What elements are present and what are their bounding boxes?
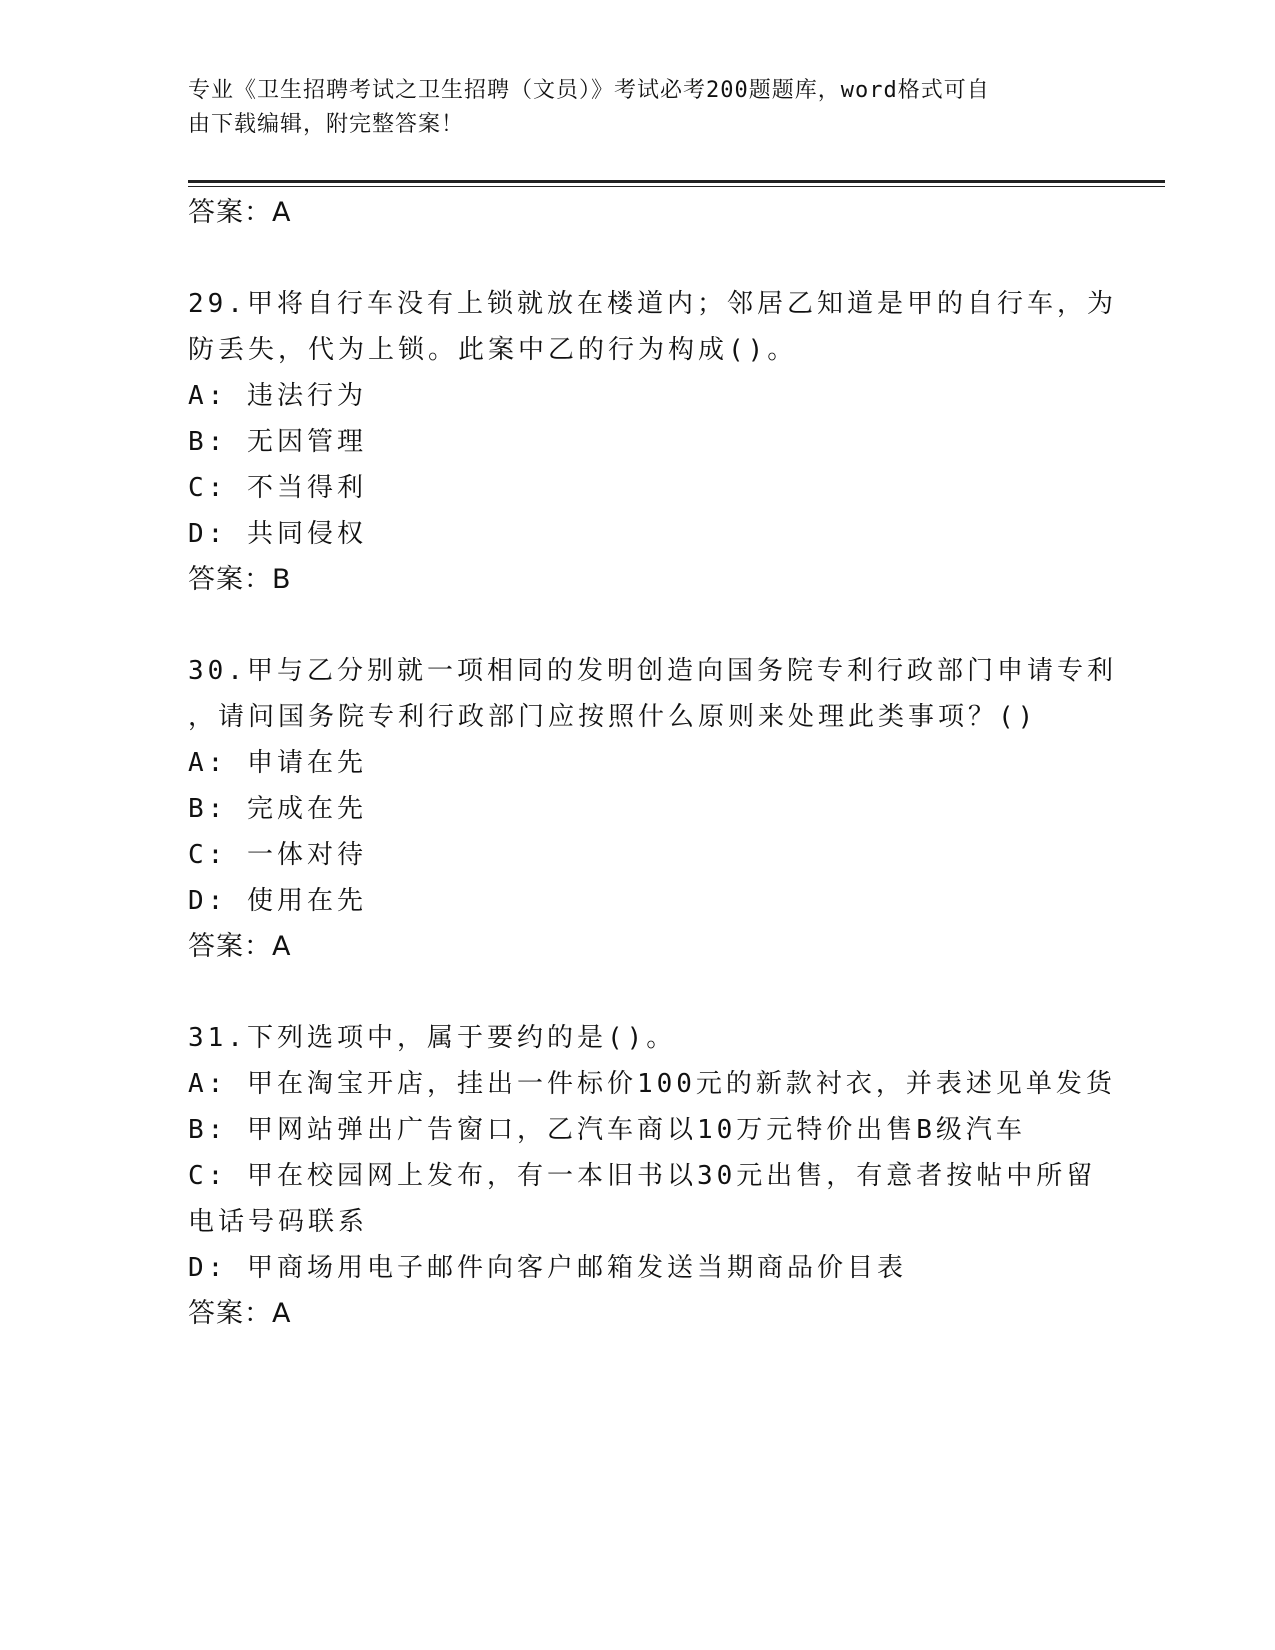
question-30-option-b: B: 完成在先 <box>188 794 367 824</box>
header-line-1: 专业《卫生招聘考试之卫生招聘（文员）》考试必考200题题库，word格式可自 <box>188 78 990 103</box>
question-31-option-b: B: 甲网站弹出广告窗口，乙汽车商以10万元特价出售B级汽车 <box>188 1115 1026 1145</box>
question-29-option-b: B: 无因管理 <box>188 427 367 457</box>
question-30-text-line-1: 30.甲与乙分别就一项相同的发明创造向国务院专利行政部门申请专利 <box>188 656 1117 686</box>
question-31-answer: 答案：A <box>188 1298 292 1329</box>
question-31-text-line-1: 31.下列选项中，属于要约的是()。 <box>188 1023 677 1053</box>
question-30-answer: 答案：A <box>188 931 292 962</box>
question-29-option-d: D: 共同侵权 <box>188 519 367 549</box>
header-divider-thick <box>188 180 1165 183</box>
question-31-option-a: A: 甲在淘宝开店，挂出一件标价100元的新款衬衣，并表述见单发货 <box>188 1069 1116 1099</box>
question-30-text-line-2: ，请问国务院专利行政部门应按照什么原则来处理此类事项？() <box>188 702 1038 732</box>
question-31-option-c-continued: 电话号码联系 <box>188 1207 369 1237</box>
question-30-option-a: A: 申请在先 <box>188 748 367 778</box>
header-divider-thin <box>188 186 1165 187</box>
question-29-option-a: A: 违法行为 <box>188 381 367 411</box>
spacer <box>188 970 1088 1015</box>
question-list <box>188 190 1117 1337</box>
question-29-text-line-1: 29.甲将自行车没有上锁就放在楼道内；邻居乙知道是甲的自行车，为 <box>188 289 1117 319</box>
question-31-option-d: D: 甲商场用电子邮件向客户邮箱发送当期商品价目表 <box>188 1253 907 1283</box>
spacer <box>188 236 1088 281</box>
question-30-option-c: C: 一体对待 <box>188 840 367 870</box>
question-31 <box>188 1015 1116 1337</box>
question-30 <box>188 648 1117 970</box>
header-line-2: 由下载编辑，附完整答案！ <box>188 112 465 137</box>
question-30-option-d: D: 使用在先 <box>188 886 367 916</box>
question-29-option-c: C: 不当得利 <box>188 473 367 503</box>
question-29-answer: 答案：B <box>188 564 292 595</box>
question-29 <box>188 281 1117 603</box>
page-header <box>188 74 1088 142</box>
answer-28: 答案：A <box>188 197 292 228</box>
spacer <box>188 603 1088 648</box>
question-31-option-c: C: 甲在校园网上发布，有一本旧书以30元出售，有意者按帖中所留 <box>188 1161 1097 1191</box>
question-29-text-line-2: 防丢失，代为上锁。此案中乙的行为构成()。 <box>188 335 798 365</box>
